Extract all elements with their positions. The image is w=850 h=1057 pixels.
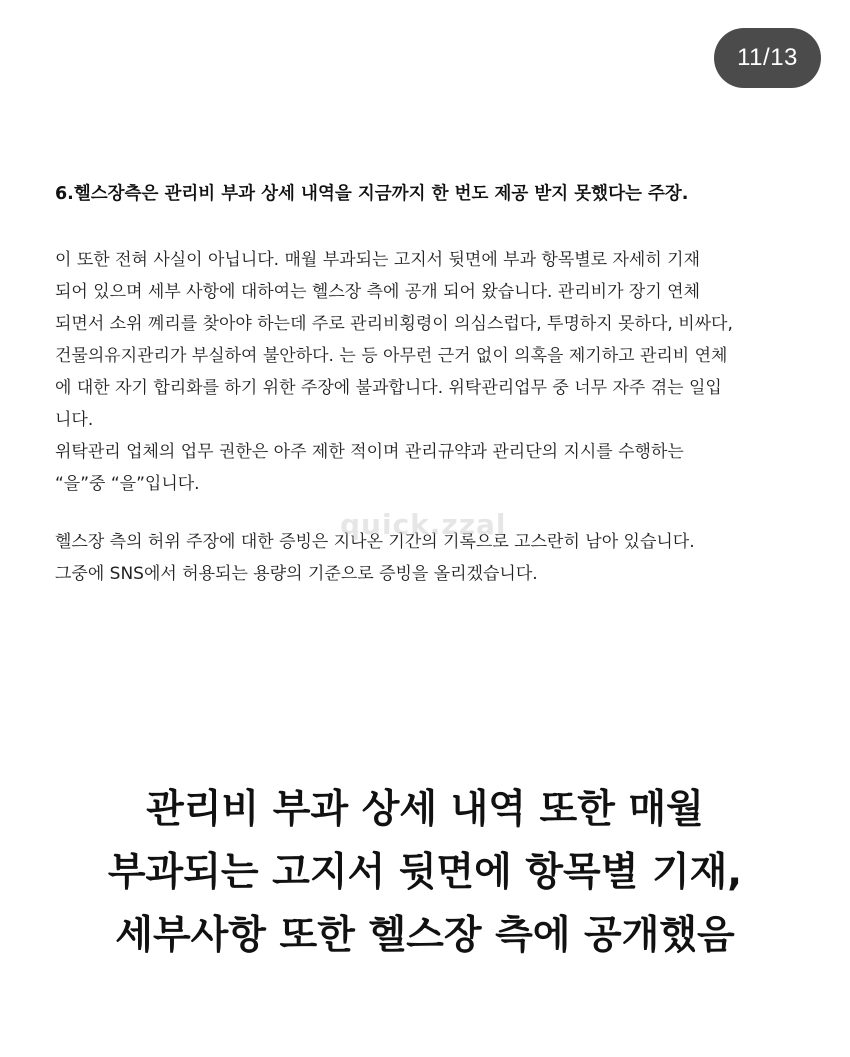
document-heading: 6.헬스장측은 관리비 부과 상세 내역을 지금까지 한 번도 제공 받지 못했다는 주장. xyxy=(55,184,689,204)
paragraph-line: 이 또한 전혀 사실이 아닙니다. 매월 부과되는 고지서 뒷면에 부과 항목별로 자세히 기재 xyxy=(55,250,701,270)
watermark-text: quick.zzal xyxy=(340,508,507,541)
paragraph-line: 에 대한 자기 합리화를 하기 위한 주장에 불과합니다. 위탁관리업무 중 너무 자주 겪는 일입 xyxy=(55,378,722,398)
paragraph-line: 되어 있으며 세부 사항에 대하여는 헬스장 측에 공개 되어 왔습니다. 관리비가 장기 연체 xyxy=(55,282,701,302)
paragraph-line: 되면서 소위 꼐리를 찾아야 하는데 주로 관리비횡령이 의심스럽다, 투명하지 못하다, 비싸다, xyxy=(55,314,733,334)
paragraph-line: “을”중 “을”입니다. xyxy=(55,474,200,494)
paragraph-line: 위탁관리 업체의 업무 권한은 아주 제한 적이며 관리규약과 관리단의 지시를 수행하는 xyxy=(55,442,684,462)
paragraph-line: 건물의유지관리가 부실하여 불안하다. 는 등 아무런 근거 없이 의혹을 제기하고 관리비 연체 xyxy=(55,346,728,366)
caption-line: 관리비 부과 상세 내역 또한 매월 xyxy=(146,787,704,832)
paragraph-line: 그중에 SNS에서 허용되는 용량의 기준으로 증빙을 올리겠습니다. xyxy=(55,564,538,584)
paragraph-line: 니다. xyxy=(55,410,94,430)
caption-line: 세부사항 또한 헬스장 측에 공개했음 xyxy=(115,913,735,958)
caption-block xyxy=(0,778,850,967)
page-counter-badge: 11/13 xyxy=(714,28,821,88)
document-body xyxy=(55,178,803,590)
caption-line: 부과되는 고지서 뒷면에 항목별 기재, xyxy=(107,850,743,895)
paragraph-line: 헬스장 측의 허위 주장에 대한 증빙은 지나온 기간의 기록으로 고스란히 남아 있습니다. xyxy=(55,532,695,552)
